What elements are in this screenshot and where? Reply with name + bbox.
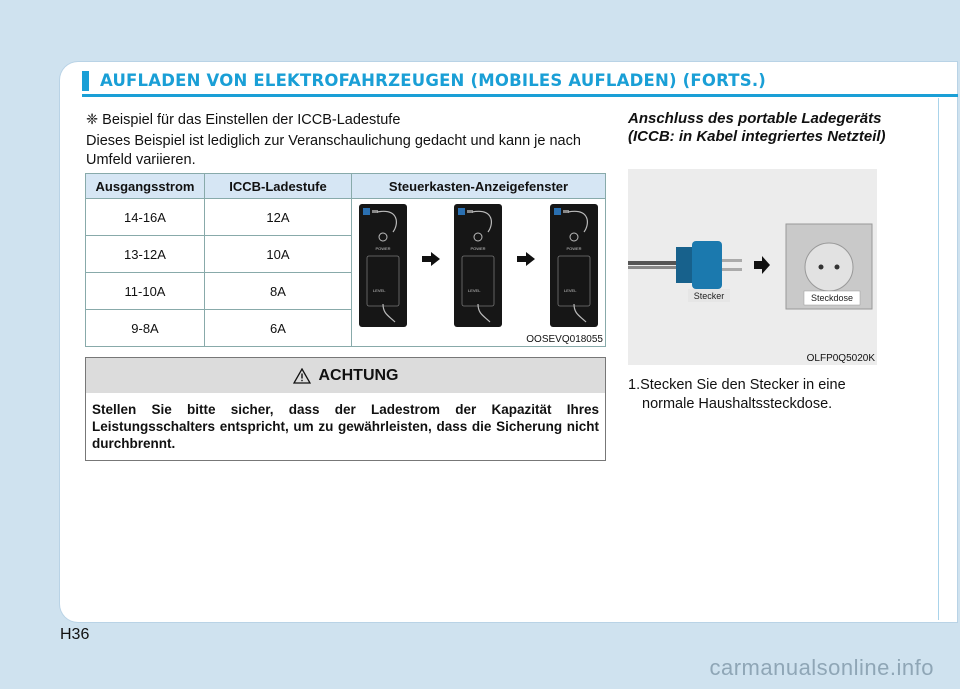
table-cell: 6A	[205, 310, 352, 347]
power-label: POWER	[566, 246, 582, 251]
intro-line: ❈ Beispiel für das Einstellen der ICCB-Ladestufe	[86, 112, 401, 128]
step-1	[628, 376, 878, 414]
warning-header	[86, 358, 605, 393]
plug-label: Stecker	[693, 291, 725, 301]
power-label: POWER	[375, 246, 391, 251]
title-accent-bar	[82, 71, 89, 91]
title-underline	[82, 94, 958, 97]
control-box-device	[454, 204, 502, 327]
warning-triangle-icon	[293, 368, 311, 384]
image-code: OOSEVQ018055	[526, 334, 603, 345]
power-label: POWER	[470, 246, 487, 251]
table-header: Steuerkasten-Anzeigefenster	[352, 174, 606, 199]
page-number: H36	[60, 626, 90, 643]
arrow-right-icon	[517, 252, 535, 266]
control-box-illustration	[352, 199, 606, 347]
table-header: Ausgangsstrom	[86, 174, 205, 199]
table-cell: 8A	[205, 273, 352, 310]
image-code: OLFP0Q5020K	[806, 353, 875, 364]
watermark: carmanualsonline.info	[709, 655, 934, 680]
table-header: ICCB-Ladestufe	[205, 174, 352, 199]
warning-text: Stellen Sie bitte sicher, dass der Ladestrom der Kapazität Ihres Leistungsschalters entspricht, um zu gewährleisten, dass die Sicherung nicht durchbrennt.	[92, 402, 599, 451]
warning-title: ACHTUNG	[318, 366, 399, 384]
iccb-table	[85, 173, 606, 347]
level-label: LEVEL	[563, 288, 577, 293]
table-cell: 9-8A	[86, 310, 205, 347]
intro-text: Dieses Beispiel ist lediglich zur Veranschaulichung gedacht und kann je nach Umfeld variieren.	[86, 133, 581, 168]
arrow-right-icon	[422, 252, 440, 266]
control-box-device	[359, 204, 407, 327]
table-cell: 13-12A	[86, 236, 205, 273]
table-cell: 11-10A	[86, 273, 205, 310]
table-cell: 10A	[205, 236, 352, 273]
socket-label: Steckdose	[810, 293, 854, 303]
step-line-1: Stecken Sie den Stecker in eine	[640, 377, 846, 393]
right-margin-line	[938, 98, 939, 620]
step-line-2: normale Haushaltssteckdose.	[642, 396, 833, 412]
warning-box	[85, 357, 606, 461]
table-cell: 14-16A	[86, 199, 205, 236]
level-label: LEVEL	[468, 288, 481, 293]
level-label: LEVEL	[373, 288, 386, 293]
step-number: 1.	[628, 377, 641, 393]
table-cell: 12A	[205, 199, 352, 236]
right-heading: Anschluss des portable Ladegeräts (ICCB: in Kabel integriertes Netzteil)	[628, 110, 886, 145]
arrow-right-icon	[754, 256, 770, 274]
control-box-device	[550, 204, 598, 327]
section-title: AUFLADEN VON ELEKTROFAHRZEUGEN (MOBILES AUFLADEN) (FORTS.)	[100, 71, 767, 90]
plug-socket-illustration	[628, 169, 877, 365]
